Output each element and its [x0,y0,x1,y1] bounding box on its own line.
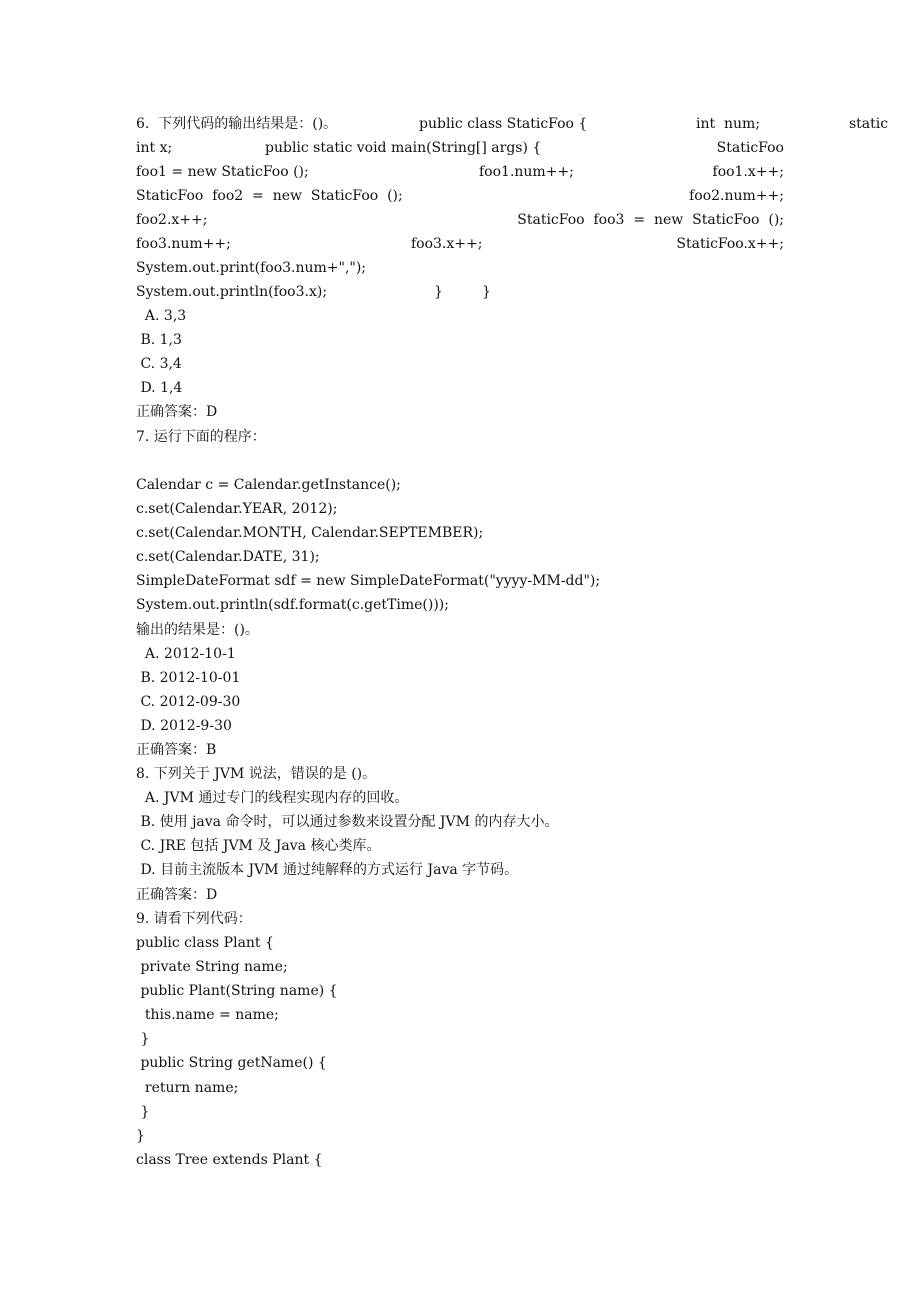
q8-option-b: B. 使用 java 命令时，可以通过参数来设置分配 JVM 的内存大小。 [136,814,559,830]
q7-option-c: C. 2012-09-30 [136,694,241,710]
q8-stem: 8. 下列关于 JVM 说法，错误的是 ()。 [136,766,377,782]
q6-code: foo1 = new StaticFoo (); [136,164,309,180]
q6-option-a: A. 3,3 [136,308,187,324]
q9-code-line: } [136,1031,150,1047]
q6-code: StaticFoo.x++; [676,236,784,252]
q6-code: StaticFoo foo3 = new StaticFoo (); [517,212,784,228]
q6-code: public static void main(String[] args) { [265,140,542,156]
q9-code-line: public String getName() { [136,1055,327,1071]
q9-stem: 9. 请看下列代码： [136,911,252,927]
q7-code-line: c.set(Calendar.DATE, 31); [136,549,320,565]
q6-line-8 [136,280,784,304]
q6-line-5 [136,208,784,232]
q6-line-1 [136,112,920,136]
q6-code-3: static [849,116,889,132]
q7-option-b: B. 2012-10-01 [136,670,241,686]
q9-code-line: return name; [136,1080,239,1096]
q8-option-d: D. 目前主流版本 JVM 通过纯解释的方式运行 Java 字节码。 [136,862,519,878]
q6-code-line-7: System.out.print(foo3.num+","); [136,260,367,276]
q6-code-1: public class StaticFoo { [419,116,588,132]
q6-option-c: C. 3,4 [136,356,182,372]
q6-line-4 [136,184,784,208]
q7-prompt: 输出的结果是：()。 [136,622,259,638]
q6-code: StaticFoo foo2 = new StaticFoo (); [136,188,403,204]
q9-code-line: public class Plant { [136,935,274,951]
q6-option-b: B. 1,3 [136,332,182,348]
q7-code-line: c.set(Calendar.YEAR, 2012); [136,501,338,517]
q9-code-line: } [136,1104,150,1120]
q9-code-line: private String name; [136,959,288,975]
q8-option-a: A. JVM 通过专门的线程实现内存的回收。 [136,790,409,806]
q7-stem: 7. 运行下面的程序： [136,429,266,445]
q6-line-6 [136,232,784,256]
q6-code: foo1.x++; [712,164,784,180]
q8-answer: 正确答案：D [136,887,218,903]
q6-stem: 6. 下列代码的输出结果是：()。 [136,116,338,132]
q6-code-2: int num; [696,116,761,132]
q6-code: foo3.num++; [136,236,231,252]
q6-code: System.out.println(foo3.x); [136,284,328,300]
q6-code: foo1.num++; [479,164,574,180]
q6-answer: 正确答案：D [136,404,218,420]
q6-line-2 [136,136,784,160]
q8-option-c: C. JRE 包括 JVM 及 Java 核心类库。 [136,838,381,854]
q7-code-line: System.out.println(sdf.format(c.getTime())); [136,597,449,613]
q6-code: } [482,284,491,300]
q6-line-3 [136,160,784,184]
q9-code-line: class Tree extends Plant { [136,1152,323,1168]
q6-code: foo3.x++; [411,236,483,252]
q6-code: } [434,284,443,300]
q6-code: StaticFoo [716,140,784,156]
q9-code-line: public Plant(String name) { [136,983,338,999]
q6-option-d: D. 1,4 [136,380,183,396]
q7-option-a: A. 2012-10-1 [136,646,236,662]
q7-code-line: c.set(Calendar.MONTH, Calendar.SEPTEMBER); [136,525,484,541]
q7-code-line: Calendar c = Calendar.getInstance(); [136,477,401,493]
q7-code-line: SimpleDateFormat sdf = new SimpleDateFormat("yyyy-MM-dd"); [136,573,601,589]
q9-code-line: } [136,1128,145,1144]
q7-option-d: D. 2012-9-30 [136,718,232,734]
q7-answer: 正确答案：B [136,742,217,758]
q6-code: int x; [136,140,173,156]
q9-code-line: this.name = name; [136,1007,279,1023]
q6-code: foo2.num++; [689,188,784,204]
q6-code: foo2.x++; [136,212,208,228]
